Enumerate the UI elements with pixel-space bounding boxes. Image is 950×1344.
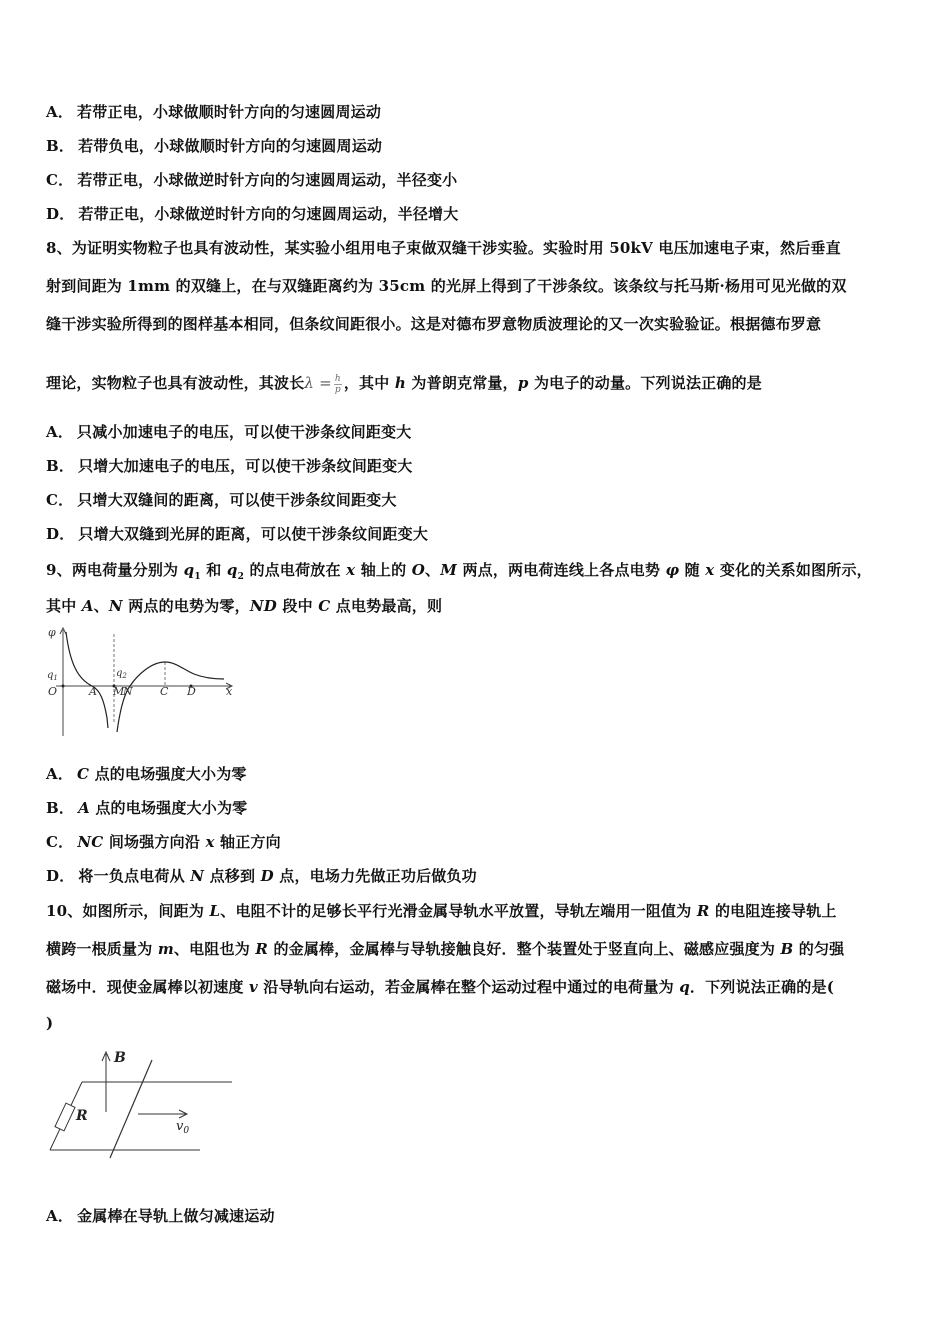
wavelength-fraction: $\frac{h}{p}$	[334, 373, 341, 395]
q7-option-d: D． 若带正电，小球做逆时针方向的匀速圆周运动，半径增大	[46, 205, 459, 223]
potential-curve-right	[117, 662, 224, 732]
label-r: R	[76, 1108, 88, 1124]
label-q2: $q_2$	[116, 668, 127, 680]
rail-diagram	[46, 1046, 236, 1162]
q10-option-a: A． 金属棒在导轨上做匀减速运动	[46, 1207, 275, 1225]
label-o: O	[48, 685, 58, 698]
q9-option-b: B． A 点的电场强度大小为零	[46, 799, 248, 817]
q9-stem-line1: 9、两电荷量分别为 $q_1$ 和 $q_2$ 的点电荷放在 x 轴上的 O、M 两点，两电荷连线上各点电势 φ 随 x 变化的关系如图所示，	[46, 561, 872, 582]
q9-option-d: D． 将一负点电荷从 N 点移到 D 点，电场力先做正功后做负功	[46, 867, 477, 885]
q8-option-c: C． 只增大双缝间的距离，可以使干涉条纹间距变大	[46, 491, 397, 509]
label-b: B	[114, 1050, 126, 1066]
label-d: D	[187, 685, 196, 698]
q9-stem-line2: 其中 A、N 两点的电势为零，ND 段中 C 点电势最高，则	[46, 597, 443, 615]
q10-stem-line2: 横跨一根质量为 m、电阻也为 R 的金属棒，金属棒与导轨接触良好．整个装置处于竖直向上、磁感应强度为 B 的匀强	[46, 940, 845, 958]
q8-stem-line1: 8、为证明实物粒子也具有波动性，某实验小组用电子束做双缝干涉实验。实验时用 50kV 电压加速电子束，然后垂直	[46, 239, 841, 257]
q8-option-a: A． 只减小加速电子的电压，可以使干涉条纹间距变大	[46, 423, 412, 441]
resistor	[55, 1103, 75, 1131]
potential-graph	[44, 624, 240, 740]
label-q1: $q_1$	[47, 670, 58, 682]
q8-option-d: D． 只增大双缝到光屏的距离，可以使干涉条纹间距变大	[46, 525, 429, 543]
label-n: N	[123, 685, 133, 698]
lambda-symbol: λ =	[304, 374, 332, 392]
q7-option-a: A． 若带正电，小球做顺时针方向的匀速圆周运动	[46, 103, 382, 121]
point-o	[62, 685, 65, 688]
label-m: M	[113, 685, 125, 698]
label-phi: φ	[48, 626, 56, 639]
q10-stem-line3: 磁场中．现使金属棒以初速度 v 沿导轨向右运动，若金属棒在整个运动过程中通过的电荷量为 q．下列说法正确的是(	[46, 978, 835, 996]
q8-option-b: B． 只增大加速电子的电压，可以使干涉条纹间距变大	[46, 457, 413, 475]
q8-stem-line3: 缝干涉实验所得到的图样基本相同，但条纹间距很小。这是对德布罗意物质波理论的又一次实验验证。根据德布罗意	[46, 315, 822, 333]
label-x: x	[226, 685, 233, 698]
metal-rod	[110, 1060, 152, 1158]
q10-stem-line4: )	[46, 1014, 54, 1032]
label-c: C	[160, 685, 169, 698]
q8-stem-line4: 理论，实物粒子也具有波动性，其波长λ = $\frac{h}{p}$ ，其中 h 为普朗克常量，p 为电子的动量。下列说法正确的是	[46, 373, 762, 395]
q9-option-c: C． NC 间场强方向沿 x 轴正方向	[46, 833, 281, 851]
label-v0: $v_0$	[176, 1119, 190, 1136]
label-a: A	[89, 685, 97, 698]
potential-curve-left	[66, 632, 108, 728]
q10-stem-line1: 10、如图所示，间距为 L、电阻不计的足够长平行光滑金属导轨水平放置，导轨左端用一阻值为 R 的电阻连接导轨上	[46, 902, 837, 920]
q9-option-a: A． C 点的电场强度大小为零	[46, 765, 247, 783]
q7-option-c: C． 若带正电，小球做逆时针方向的匀速圆周运动，半径变小	[46, 171, 458, 189]
q7-option-b: B． 若带负电，小球做顺时针方向的匀速圆周运动	[46, 137, 383, 155]
q8-stem-line2: 射到间距为 1mm 的双缝上，在与双缝距离约为 35cm 的光屏上得到了干涉条纹。该条纹与托马斯·杨用可见光做的双	[46, 277, 847, 295]
